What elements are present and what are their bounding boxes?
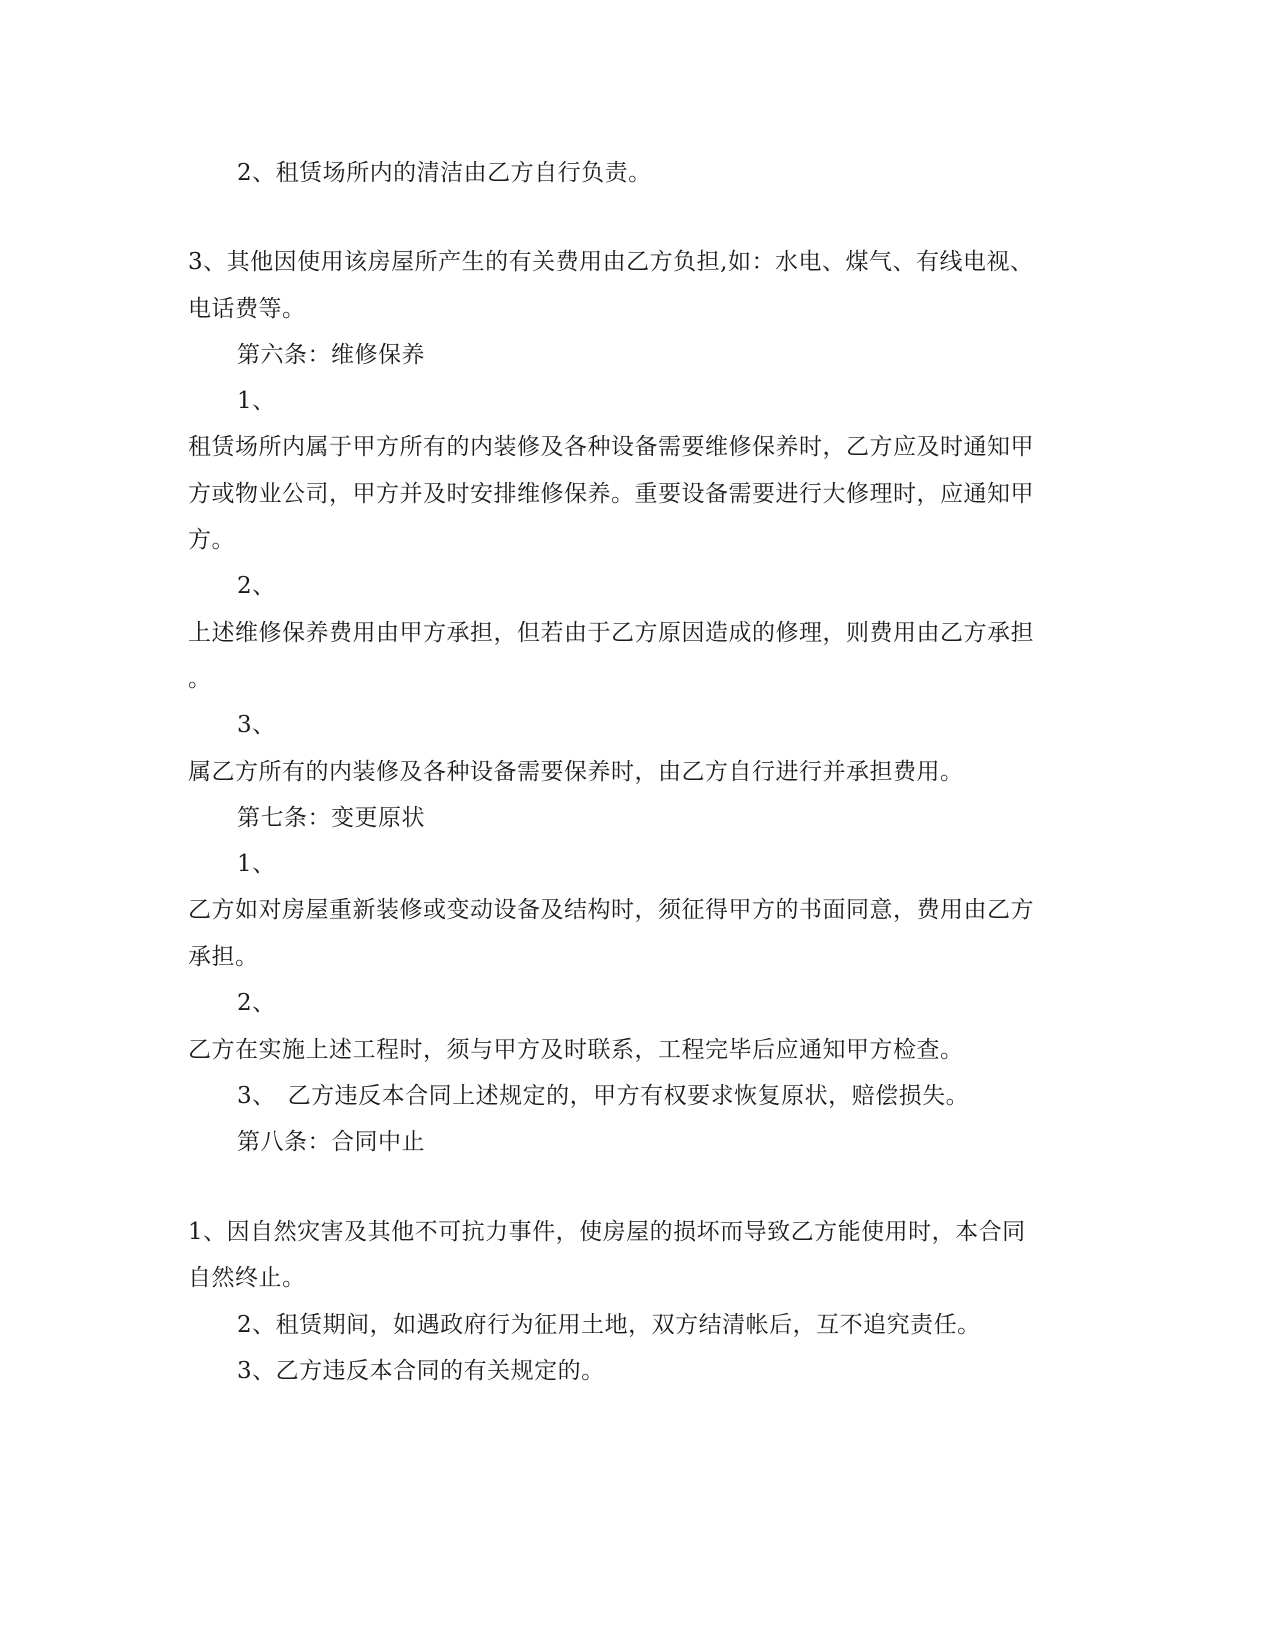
text-line: 3、乙方违反本合同的有关规定的。 [237, 1358, 605, 1384]
text-line: 1、因自然灾害及其他不可抗力事件，使房屋的损坏而导致乙方能使用时，本合同 [188, 1219, 1026, 1245]
section-heading: 第六条：维修保养 [237, 342, 425, 368]
text-line: 1、 [237, 388, 276, 414]
text-line: 租赁场所内属于甲方所有的内装修及各种设备需要维修保养时，乙方应及时通知甲 [188, 434, 1034, 460]
text-line: 方或物业公司，甲方并及时安排维修保养。重要设备需要进行大修理时，应通知甲 [188, 481, 1034, 507]
text-line: 乙方在实施上述工程时，须与甲方及时联系，工程完毕后应通知甲方检查。 [188, 1037, 964, 1063]
section-heading: 第七条：变更原状 [237, 805, 425, 831]
text-line: 1、 [237, 851, 276, 877]
text-line: 属乙方所有的内装修及各种设备需要保养时，由乙方自行进行并承担费用。 [188, 759, 964, 785]
text-line: 3、 [237, 712, 276, 738]
text-line: 方。 [188, 527, 235, 553]
text-line: 承担。 [188, 944, 259, 970]
text-line: 。 [188, 666, 212, 692]
text-line: 自然终止。 [188, 1265, 306, 1291]
text-line: 3、 乙方违反本合同上述规定的，甲方有权要求恢复原状，赔偿损失。 [237, 1083, 970, 1109]
text-line: 2、 [237, 573, 276, 599]
text-line: 电话费等。 [188, 296, 306, 322]
text-line: 乙方如对房屋重新装修或变动设备及结构时，须征得甲方的书面同意，费用由乙方 [188, 897, 1034, 923]
text-line: 3、其他因使用该房屋所产生的有关费用由乙方负担,如：水电、煤气、有线电视、 [188, 249, 1034, 275]
text-line: 2、租赁场所内的清洁由乙方自行负责。 [237, 160, 652, 186]
section-heading: 第八条：合同中止 [237, 1129, 425, 1155]
text-line: 2、 [237, 990, 276, 1016]
text-line: 上述维修保养费用由甲方承担，但若由于乙方原因造成的修理，则费用由乙方承担 [188, 620, 1034, 646]
text-line: 2、租赁期间，如遇政府行为征用土地，双方结清帐后，互不追究责任。 [237, 1312, 981, 1338]
